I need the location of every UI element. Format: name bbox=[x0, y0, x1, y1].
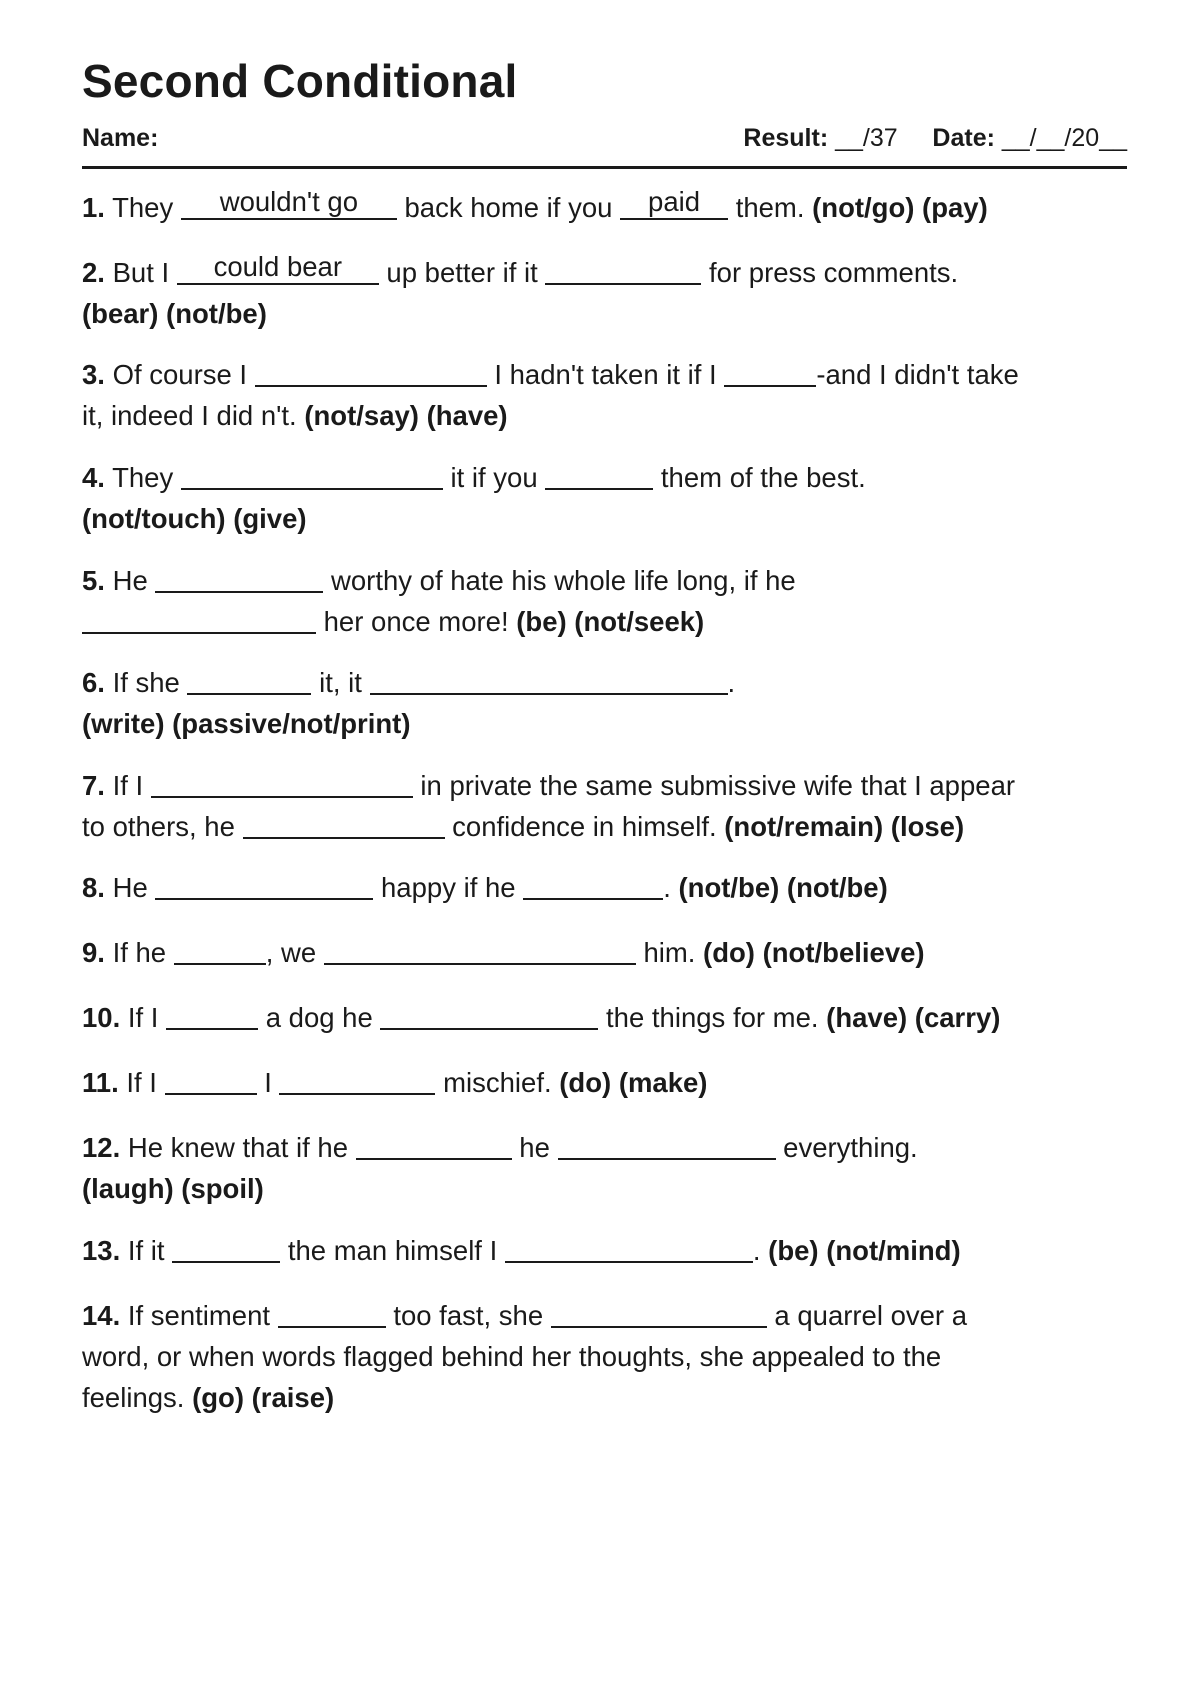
result-value: __/37 bbox=[835, 124, 898, 152]
question-8 bbox=[82, 867, 1127, 908]
verb-hint: (not/go) (pay) bbox=[812, 192, 988, 223]
question-text: If he bbox=[112, 937, 167, 968]
question-text: a quarrel over a bbox=[774, 1300, 968, 1331]
question-1 bbox=[82, 187, 1127, 228]
question-text: for press comments. bbox=[709, 257, 959, 288]
question-6 bbox=[82, 662, 1127, 744]
question-text: everything. bbox=[783, 1132, 918, 1163]
verb-hint: (laugh) (spoil) bbox=[82, 1173, 264, 1204]
question-number: 3. bbox=[82, 359, 105, 390]
question-number: 10. bbox=[82, 1002, 121, 1033]
question-text: If I bbox=[126, 1067, 157, 1098]
answer-blank[interactable] bbox=[181, 460, 443, 488]
answer-blank[interactable] bbox=[279, 1065, 435, 1093]
date-value: __/__/20__ bbox=[1001, 124, 1127, 152]
question-text: the things for me. bbox=[606, 1002, 819, 1033]
answer-blank[interactable] bbox=[155, 563, 323, 591]
question-text: worthy of hate his whole life long, if he bbox=[331, 565, 796, 596]
question-text: word, or when words flagged behind her thoughts, she appealed to the bbox=[82, 1341, 942, 1372]
verb-hint: (have) (carry) bbox=[826, 1002, 1001, 1033]
question-text: it, indeed I did n't. bbox=[82, 400, 297, 431]
answer-blank[interactable] bbox=[724, 357, 816, 385]
verb-hint: (not/be) (not/be) bbox=[678, 872, 888, 903]
question-4 bbox=[82, 457, 1127, 539]
answer-blank[interactable] bbox=[181, 185, 397, 218]
question-12 bbox=[82, 1127, 1127, 1209]
question-text: up better if it bbox=[386, 257, 538, 288]
question-text: her once more! bbox=[323, 606, 509, 637]
question-text: back home if you bbox=[404, 192, 613, 223]
answer-blank[interactable] bbox=[324, 935, 636, 963]
question-text: confidence in himself. bbox=[452, 811, 717, 842]
question-text: If it bbox=[127, 1235, 165, 1266]
question-5 bbox=[82, 560, 1127, 642]
question-text: He bbox=[112, 565, 148, 596]
answer-text: paid bbox=[648, 185, 701, 217]
answer-blank[interactable] bbox=[558, 1130, 776, 1158]
verb-hint: (do) (make) bbox=[559, 1067, 708, 1098]
question-text: it if you bbox=[450, 462, 538, 493]
question-text: happy if he bbox=[381, 872, 516, 903]
name-label: Name: bbox=[82, 124, 159, 152]
question-text: . bbox=[663, 872, 671, 903]
question-text: They bbox=[112, 192, 174, 223]
answer-blank[interactable] bbox=[278, 1298, 386, 1326]
verb-hint: (bear) (not/be) bbox=[82, 298, 267, 329]
question-text: them. bbox=[735, 192, 805, 223]
question-text: him. bbox=[643, 937, 696, 968]
answer-text: wouldn't go bbox=[219, 185, 358, 217]
verb-hint: (not/touch) (give) bbox=[82, 503, 307, 534]
question-text: in private the same submissive wife that I appear bbox=[420, 770, 1016, 801]
question-number: 13. bbox=[82, 1235, 121, 1266]
question-text: If sentiment bbox=[127, 1300, 271, 1331]
question-text: He knew that if he bbox=[127, 1132, 348, 1163]
result-date-group bbox=[743, 124, 1127, 153]
verb-hint: (be) (not/mind) bbox=[768, 1235, 961, 1266]
question-text: mischief. bbox=[443, 1067, 552, 1098]
date-label: Date: bbox=[932, 124, 995, 152]
question-number: 5. bbox=[82, 565, 105, 596]
question-number: 6. bbox=[82, 667, 105, 698]
question-text: They bbox=[112, 462, 174, 493]
question-text: But I bbox=[112, 257, 170, 288]
question-text: it, it bbox=[319, 667, 362, 698]
question-text: Of course I bbox=[112, 359, 248, 390]
question-number: 7. bbox=[82, 770, 105, 801]
verb-hint: (write) (passive/not/print) bbox=[82, 708, 411, 739]
question-number: 11. bbox=[82, 1067, 119, 1098]
answer-blank[interactable] bbox=[523, 870, 663, 898]
result-label: Result: bbox=[743, 124, 829, 152]
answer-blank[interactable] bbox=[380, 1000, 598, 1028]
question-14 bbox=[82, 1295, 1127, 1418]
answer-blank[interactable] bbox=[255, 357, 487, 385]
question-text: -and I didn't take bbox=[816, 359, 1019, 390]
answer-blank[interactable] bbox=[356, 1130, 512, 1158]
question-2 bbox=[82, 252, 1127, 334]
question-number: 1. bbox=[82, 192, 105, 223]
question-text: the man himself I bbox=[287, 1235, 498, 1266]
question-9 bbox=[82, 932, 1127, 973]
header-divider bbox=[82, 166, 1127, 169]
header-row bbox=[82, 124, 1127, 158]
answer-blank[interactable] bbox=[187, 665, 311, 693]
question-text: If I bbox=[127, 1002, 159, 1033]
answer-blank[interactable] bbox=[151, 768, 413, 796]
answer-blank[interactable] bbox=[370, 665, 728, 693]
answer-blank[interactable] bbox=[545, 255, 701, 283]
question-number: 8. bbox=[82, 872, 105, 903]
question-text: , we bbox=[265, 937, 317, 968]
question-number: 12. bbox=[82, 1132, 121, 1163]
verb-hint: (not/remain) (lose) bbox=[724, 811, 965, 842]
answer-blank[interactable] bbox=[174, 935, 266, 963]
question-13 bbox=[82, 1230, 1127, 1271]
page-title: Second Conditional bbox=[82, 55, 518, 107]
question-text: . bbox=[752, 1235, 761, 1266]
question-text: too fast, she bbox=[393, 1300, 544, 1331]
answer-blank[interactable] bbox=[177, 250, 379, 283]
verb-hint: (go) (raise) bbox=[192, 1382, 335, 1413]
answer-blank[interactable] bbox=[620, 185, 728, 218]
question-text: I hadn't taken it if I bbox=[494, 359, 717, 390]
verb-hint: (be) (not/seek) bbox=[516, 606, 705, 637]
answer-blank[interactable] bbox=[551, 1298, 767, 1326]
question-number: 14. bbox=[82, 1300, 121, 1331]
answer-blank[interactable] bbox=[545, 460, 653, 488]
question-text: to others, he bbox=[82, 811, 235, 842]
question-text: . bbox=[727, 667, 736, 698]
question-text: He bbox=[112, 872, 148, 903]
question-11 bbox=[82, 1062, 1127, 1103]
question-number: 4. bbox=[82, 462, 105, 493]
question-text: he bbox=[519, 1132, 550, 1163]
answer-blank[interactable] bbox=[172, 1233, 280, 1261]
question-text: them of the best. bbox=[660, 462, 866, 493]
answer-blank[interactable] bbox=[82, 604, 316, 632]
answer-blank[interactable] bbox=[166, 1000, 258, 1028]
question-text: If I bbox=[112, 770, 144, 801]
question-text: a dog he bbox=[265, 1002, 373, 1033]
question-text: I bbox=[264, 1067, 272, 1098]
question-text: If she bbox=[112, 667, 180, 698]
question-number: 9. bbox=[82, 937, 105, 968]
verb-hint: (do) (not/believe) bbox=[703, 937, 925, 968]
question-number: 2. bbox=[82, 257, 105, 288]
question-3 bbox=[82, 354, 1127, 436]
question-10 bbox=[82, 997, 1127, 1038]
question-7 bbox=[82, 765, 1127, 847]
answer-blank[interactable] bbox=[165, 1065, 257, 1093]
question-text: feelings. bbox=[82, 1382, 185, 1413]
answer-blank[interactable] bbox=[243, 809, 445, 837]
answer-blank[interactable] bbox=[155, 870, 373, 898]
answer-text: could bear bbox=[213, 250, 342, 282]
answer-blank[interactable] bbox=[505, 1233, 753, 1261]
verb-hint: (not/say) (have) bbox=[304, 400, 508, 431]
